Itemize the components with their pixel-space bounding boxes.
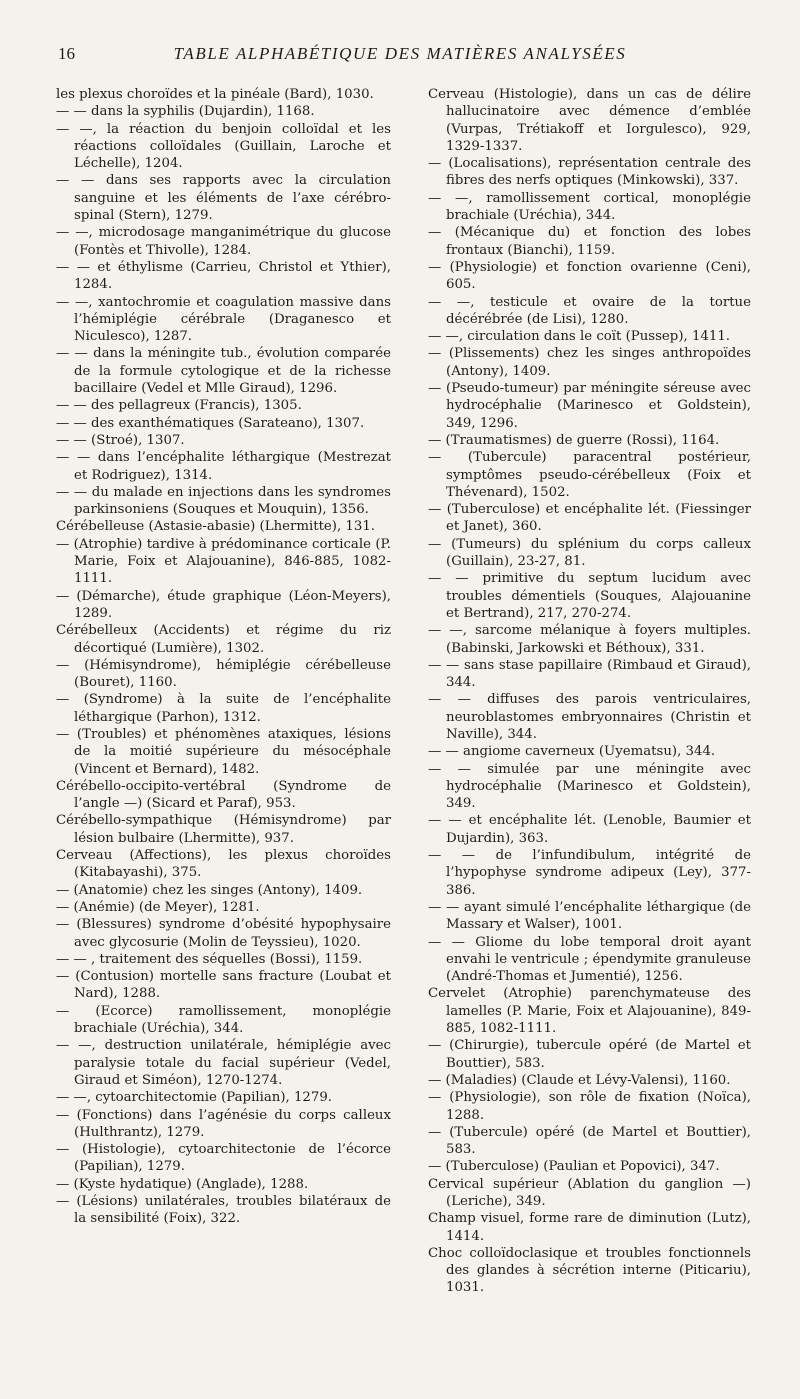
left-column bbox=[56, 86, 391, 1228]
index-entry: — — du malade en injections dans les syndromes parkinsoniens (Souques et Mouquin), 1356. bbox=[56, 484, 391, 518]
index-entry: Cérébelleux (Accidents) et régime du riz décortiqué (Lumière), 1302. bbox=[56, 623, 391, 656]
index-entry: — — , traitement des séquelles (Bossi), 1159. bbox=[56, 951, 363, 967]
index-entry: — (Plissements) chez les singes anthropoïdes (Antony), 1409. bbox=[428, 346, 751, 379]
index-entry: — (Kyste hydatique) (Anglade), 1288. bbox=[56, 1176, 309, 1192]
index-entry: — — (Stroé), 1307. bbox=[56, 432, 185, 448]
page-number: 16 bbox=[58, 44, 75, 63]
index-entry: — (Tuberculose) et encéphalite lét. (Fiessinger et Janet), 360. bbox=[428, 502, 751, 535]
index-entry: — (Mécanique du) et fonction des lobes frontaux (Bianchi), 1159. bbox=[428, 225, 751, 258]
index-entry: — (Chirurgie), tubercule opéré (de Martel et Bouttier), 583. bbox=[428, 1038, 751, 1071]
index-entry: — —, ramollissement cortical, monoplégie brachiale (Uréchia), 344. bbox=[428, 190, 751, 224]
index-entry: les plexus choroïdes et la pinéale (Bard), 1030. bbox=[56, 87, 374, 102]
index-entry: — — dans ses rapports avec la circulation sanguine et les éléments de l’axe cérébro-spinal (Stern), 1279. bbox=[56, 173, 391, 224]
index-entry: Cervical supérieur (Ablation du ganglion —) (Leriche), 349. bbox=[428, 1176, 751, 1209]
index-entry: — (Pseudo-tumeur) par méningite séreuse avec hydrocéphalie (Marinesco et Goldstein), 349, 1296. bbox=[428, 381, 751, 431]
index-entry: — (Hémisyndrome), hémiplégie cérébelleuse (Bouret), 1160. bbox=[56, 657, 391, 691]
index-entry: — —, xantochromie et coagulation massive dans l’hémiplégie cérébrale (Draganesco et Niculesco), 1287. bbox=[56, 294, 391, 345]
index-entry: — —, testicule et ovaire de la tortue décérébrée (de Lisi), 1280. bbox=[428, 294, 751, 327]
index-entry: — (Syndrome) à la suite de l’encéphalite léthargique (Parhon), 1312. bbox=[56, 692, 391, 725]
index-entry: — (Démarche), étude graphique (Léon-Meyers), 1289. bbox=[56, 588, 391, 621]
index-entry: — — simulée par une méningite avec hydrocéphalie (Marinesco et Goldstein), 349. bbox=[428, 761, 751, 812]
index-entry: Cerveau (Histologie), dans un cas de délire hallucinatoire avec démence d’emblée (Vurpas, Trétiakoff et Iorgulesco), 929, 1329-1337. bbox=[428, 87, 751, 154]
index-entry: — —, microdosage manganimétrique du glucose (Fontès et Thivolle), 1284. bbox=[56, 225, 391, 258]
index-entry: — (Maladies) (Claude et Lévy-Valensi), 1160. bbox=[428, 1072, 731, 1088]
index-entry: — —, la réaction du benjoin colloïdal et les réactions colloïdales (Guillain, Laroche et Léchelle), 1204. bbox=[56, 121, 391, 172]
index-entry: Champ visuel, forme rare de diminution (Lutz), 1414. bbox=[428, 1211, 751, 1244]
index-entry: — — sans stase papillaire (Rimbaud et Giraud), 344. bbox=[428, 657, 751, 691]
index-entry: Choc colloïdoclasique et troubles fonctionnels des glandes à sécrétion interne (Piticariu), 1031. bbox=[428, 1245, 751, 1296]
index-entry: — — ayant simulé l’encéphalite léthargique (de Massary et Walser), 1001. bbox=[428, 899, 751, 933]
index-entry: — (Anémie) (de Meyer), 1281. bbox=[56, 899, 260, 915]
index-entry: — (Physiologie) et fonction ovarienne (Ceni), 605. bbox=[428, 259, 751, 293]
index-entry: — — des exanthématiques (Sarateano), 1307. bbox=[56, 415, 365, 431]
index-entry: — (Localisations), représentation centrale des fibres des nerfs optiques (Minkowski), 337. bbox=[428, 156, 751, 189]
index-entry: — (Tumeurs) du splénium du corps calleux (Guillain), 23-27, 81. bbox=[428, 536, 751, 570]
index-entry: — —, destruction unilatérale, hémiplégie avec paralysie totale du facial supérieur (Vedel, Giraud et Siméon), 1270-1274. bbox=[56, 1038, 391, 1088]
index-entry: — (Anatomie) chez les singes (Antony), 1409. bbox=[56, 882, 363, 898]
index-entry: — — angiome caverneux (Uyematsu), 344. bbox=[428, 744, 716, 760]
right-column bbox=[428, 86, 751, 1297]
index-entry: — (Tubercule) opéré (de Martel et Bouttier), 583. bbox=[428, 1124, 751, 1158]
index-entry: — — des pellagreux (Francis), 1305. bbox=[56, 398, 302, 414]
index-entry: — — dans la méningite tub., évolution comparée de la formule cytologique et de la richesse bacillaire (Vedel et Mlle Giraud), 1296. bbox=[56, 346, 391, 397]
index-entry: — —, cytoarchitectomie (Papilian), 1279. bbox=[56, 1090, 333, 1106]
index-entry: — (Contusion) mortelle sans fracture (Loubat et Nard), 1288. bbox=[56, 969, 391, 1002]
index-entry: — — et encéphalite lét. (Lenoble, Baumier et Dujardin), 363. bbox=[428, 813, 751, 846]
index-entry: — (Physiologie), son rôle de fixation (Noïca), 1288. bbox=[428, 1090, 751, 1123]
index-entry: — (Lésions) unilatérales, troubles bilatéraux de la sensibilité (Foix), 322. bbox=[56, 1194, 391, 1227]
index-entry: Cérébelleuse (Astasie-abasie) (Lhermitte), 131. bbox=[56, 519, 376, 535]
page-header bbox=[0, 40, 800, 70]
index-entry: Cerveau (Affections), les plexus choroïdes (Kitabayashi), 375. bbox=[56, 848, 391, 881]
index-entry: — (Atrophie) tardive à prédominance corticale (P. Marie, Foix et Alajouanine), 846-885, 1082-1111. bbox=[56, 536, 391, 587]
index-entry: Cérébello-occipito-vertébral (Syndrome de l’angle —) (Sicard et Paraf), 953. bbox=[56, 778, 391, 812]
running-title: TABLE ALPHABÉTIQUE DES MATIÈRES ANALYSÉES bbox=[173, 44, 627, 63]
index-entry: — (Traumatismes) de guerre (Rossi), 1164. bbox=[428, 432, 720, 448]
index-entry: — (Fonctions) dans l’agénésie du corps calleux (Hulthrantz), 1279. bbox=[56, 1107, 391, 1140]
index-entry: — (Tubercule) paracentral postérieur, symptômes pseudo-cérébelleux (Foix et Thévenard), 1502. bbox=[428, 450, 751, 500]
index-entry: Cervelet (Atrophie) parenchymateuse des lamelles (P. Marie, Foix et Alajouanine), 849-885, 1082-1111. bbox=[428, 986, 751, 1037]
index-entry: — (Histologie), cytoarchitectonie de l’écorce (Papilian), 1279. bbox=[56, 1142, 391, 1175]
index-entry: — — et éthylisme (Carrieu, Christol et Ythier), 1284. bbox=[56, 259, 391, 293]
index-entry: — (Ecorce) ramollissement, monoplégie brachiale (Uréchia), 344. bbox=[56, 1003, 391, 1037]
index-entry: — — dans la syphilis (Dujardin), 1168. bbox=[56, 104, 315, 120]
index-entry: Cérébello-sympathique (Hémisyndrome) par lésion bulbaire (Lhermitte), 937. bbox=[56, 813, 391, 846]
index-entry: — —, sarcome mélanique à foyers multiples. (Babinski, Jarkowski et Béthoux), 331. bbox=[428, 623, 751, 656]
index-entry: — — de l’infundibulum, intégrité de l’hypophyse syndrome adipeux (Ley), 377-386. bbox=[428, 848, 751, 898]
index-entry: — — primitive du septum lucidum avec troubles démentiels (Souques, Alajouanine et Bertrand), 217, 270-274. bbox=[428, 571, 751, 621]
index-entry: — — diffuses des parois ventriculaires, neuroblastomes embryonnaires (Christin et Naville), 344. bbox=[428, 692, 751, 742]
index-entry: — (Tuberculose) (Paulian et Popovici), 347. bbox=[428, 1159, 720, 1175]
index-entry: — — Gliome du lobe temporal droit ayant envahi le ventricule ; épendymite granuleuse (André-Thomas et Jumentié), 1256. bbox=[428, 934, 751, 985]
index-entry: — (Troubles) et phénomènes ataxiques, lésions de la moitié supérieure du mésocéphale (Vincent et Bernard), 1482. bbox=[56, 726, 391, 777]
index-entry: — —, circulation dans le coït (Pussep), 1411. bbox=[428, 329, 731, 345]
index-entry: — (Blessures) syndrome d’obésité hypophysaire avec glycosurie (Molin de Teyssieu), 1020. bbox=[56, 917, 391, 950]
index-entry: — — dans l’encéphalite léthargique (Mestrezat et Rodriguez), 1314. bbox=[56, 450, 391, 483]
